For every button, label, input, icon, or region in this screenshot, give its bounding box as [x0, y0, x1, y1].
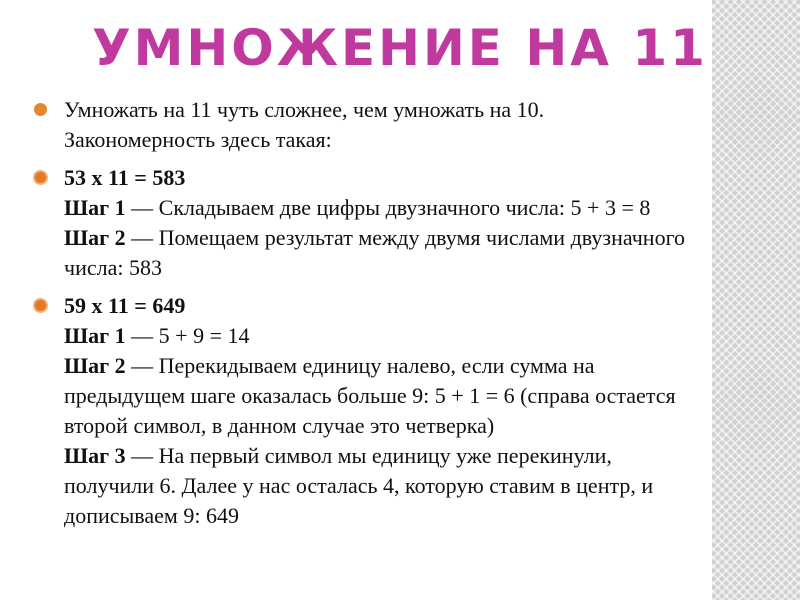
sun-bullet-icon: [35, 300, 46, 311]
example-2-step-1: [64, 321, 706, 351]
bullet-item-intro: [34, 95, 706, 155]
step-text: — Перекидываем единицу налево, если сумма на предыдущем шаге оказалась больше 9: 5 + 1 = 6 (справа остается второй символ, в данном случае это четверка): [64, 353, 676, 438]
decorative-side-stripe: [712, 0, 800, 600]
example-2-step-3: [64, 441, 706, 531]
bullet-icon: [34, 103, 47, 116]
step-text: — Складываем две цифры двузначного числа: 5 + 3 = 8: [125, 195, 651, 220]
bullet-item-example-2: [34, 291, 706, 531]
example-2-equation: 59 x 11 = 649: [64, 293, 186, 318]
example-1-equation: 53 x 11 = 583: [64, 165, 186, 190]
step-text: — На первый символ мы единицу уже перекинули, получили 6. Далее у нас осталась 4, которую ставим в центр, и дописываем 9: 649: [64, 443, 654, 528]
slide-content: [34, 95, 706, 539]
intro-line-2: Закономерность здесь такая:: [64, 127, 332, 152]
example-1-step-1: [64, 193, 706, 223]
step-label: Шаг 3: [64, 443, 126, 468]
example-2-step-2: [64, 351, 706, 441]
step-label: Шаг 1: [64, 195, 126, 220]
sun-bullet-icon: [35, 172, 46, 183]
slide-title: УМНОЖЕНИЕ НА 11: [92, 19, 708, 77]
intro-line-1: Умножать на 11 чуть сложнее, чем умножать на 10.: [64, 97, 545, 122]
example-1-step-2: [64, 223, 706, 283]
step-text: — Помещаем результат между двумя числами двузначного числа: 583: [64, 225, 686, 280]
step-label: Шаг 1: [64, 323, 126, 348]
step-label: Шаг 2: [64, 353, 126, 378]
step-text: — 5 + 9 = 14: [125, 323, 250, 348]
step-label: Шаг 2: [64, 225, 126, 250]
bullet-item-example-1: [34, 163, 706, 283]
